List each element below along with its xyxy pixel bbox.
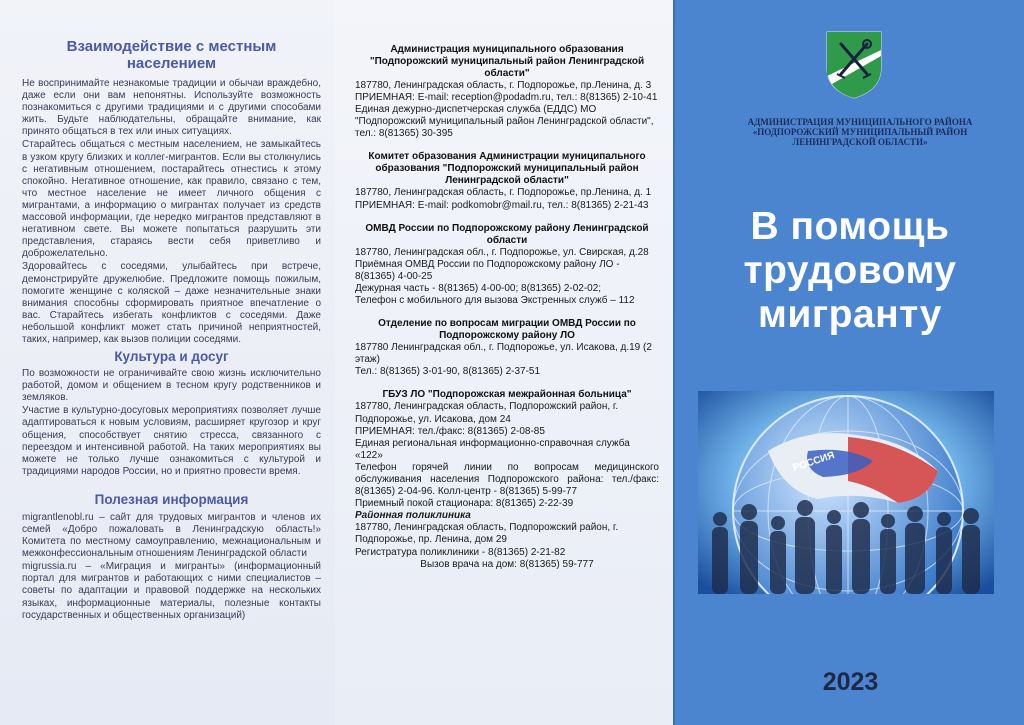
globe-label: РОССИЯ [791, 450, 836, 474]
paragraph: Не воспринимайте незнакомые традиции и обычаи враждебно, даже если они вам непонятны. Используйте возможность познакомиться с другими традициями и с другими способами жить. Будьте наблюдательны, обращайте внимание, как принято общаться в тех или иных ситуациях. [22, 78, 321, 138]
cover-title [695, 205, 1005, 337]
org-name: ГБУЗ ЛО "Подпорожская межрайонная больница" [382, 389, 632, 401]
org-line: ПРИЕМНАЯ: тел./факс: 8(81365) 2-08-85 [355, 425, 545, 437]
paragraph: По возможности не ограничивайте свою жизнь исключительно работой, домом и общением в тесном кругу родственников и земляков. [22, 368, 321, 404]
org-block-education [355, 151, 659, 211]
org-name: Администрация муниципального образования "Подпорожский муниципальный район Ленинградской области" [369, 44, 645, 79]
org-line: Тел.: 8(81365) 3-01-90, 8(81365) 2-37-51 [355, 366, 541, 378]
org-line: Телефон горячей линии по вопросам медицинского обслуживания населения Подпорожского района: тел./факс: 8(81365) 2-04-96. Колл-центр - 8(81365) 5-99-77 [355, 461, 659, 498]
org-line: Дежурная часть - 8(81365) 4-00-00; 8(81365) 2-02-02; [355, 282, 602, 294]
globe-illustration [698, 391, 994, 594]
org-subname: Районная поликлиника [355, 510, 471, 522]
org-line: ПРИЕМНАЯ: E-mail: reception@podadm.ru, тел.: 8(81365) 2-10-41 [355, 92, 658, 104]
org-line: 187780, Ленинградская область, Подпорожский район, г. Подпорожье, пр. Ленина, дом 29 [355, 522, 619, 546]
title-line: В помощь [750, 205, 950, 248]
year-label: 2023 [822, 668, 879, 696]
admin-line: ЛЕНИНГРАДСКОЙ ОБЛАСТИ» [792, 137, 928, 147]
org-line: 187780, Ленинградская область, Подпорожский район, г. Подпорожье, ул. Исакова, дом 24 [355, 401, 619, 425]
org-block-administration [355, 44, 659, 140]
section-title-interaction: Взаимодействие с местным населением [66, 38, 277, 72]
admin-line: АДМИНИСТРАЦИЯ МУНИЦИПАЛЬНОГО РАЙОНА [747, 117, 973, 127]
cover-panel [673, 0, 1024, 725]
org-line: 187780, Ленинградская область, г. Подпорожье, пр.Ленина, д. 3 [355, 80, 652, 91]
org-line: 187780 Ленинградская обл., г. Подпорожье, ул. Исакова, д.19 (2 этаж) [355, 342, 652, 366]
org-block-hospital [355, 389, 659, 570]
title-line: трудовому [743, 249, 957, 292]
org-line: Приёмная ОМВД России по Подпорожскому району ЛО - 8(81365) 4-00-25 [355, 258, 620, 282]
title-line: мигранту [758, 293, 942, 336]
link-paragraph-migrussia: migrussia.ru – «Миграция и мигранты» (информационный портал для мигрантов и работающих с ними специалистов – советы по адаптации и правовой поддержке на нескольких языках, информационные материалы, полезные контакты государственных и общественных организаций) [22, 561, 321, 621]
org-line: 187780, Ленинградская обл., г. Подпорожье, ул. Свирская, д.28 [355, 246, 649, 258]
section-title-useful-info: Полезная информация [94, 491, 249, 507]
org-line: Приемный покой стационара: 8(81365) 2-22-39 [355, 498, 574, 510]
middle-column [335, 0, 673, 725]
administration-header [715, 117, 1005, 147]
admin-line: «ПОДПОРОЖСКИЙ МУНИЦИПАЛЬНЫЙ РАЙОН [752, 127, 968, 137]
org-block-police [355, 223, 659, 307]
org-name: Комитет образования Администрации муниципального образования "Подпорожский муниципальный район Ленинградской области" [368, 151, 646, 187]
org-line: Вызов врача на дом: 8(81365) 59-777 [420, 558, 594, 570]
org-name: Отделение по вопросам миграции ОМВД России по Подпорожскому району ЛО [378, 318, 636, 342]
coat-of-arms-icon [825, 30, 883, 100]
link-paragraph-migrantlenobl: migrantlenobl.ru – сайт для трудовых мигрантов и членов их семей «Добро пожаловать в Ленинградскую область!» Комитета по местному самоуправлению, межнациональным и межконфессиональным отношениям Ленинградской области [22, 511, 321, 560]
org-line: Единая региональная информационно-справочная служба «122» [355, 437, 630, 461]
org-line: Единая дежурно-диспетчерская служба (ЕДДС) МО "Подпорожский муниципальный район Ленинградской области", тел.: 8(81365) 30-395 [355, 104, 654, 140]
globe-people-image [698, 391, 994, 594]
org-line: 187780, Ленинградская область, г. Подпорожье, пр.Ленина, д. 1 [355, 187, 652, 199]
org-name: ОМВД России по Подпорожскому району Ленинградской области [365, 222, 649, 246]
paragraph: Здоровайтесь с соседями, улыбайтесь при встрече, демонстрируйте дружелюбие. Предложите помощь пожилым, помогите женщине с коляской – даже незначительные знаки внимания способны сформировать приятное впечатление о вас. Старайтесь избегать конфликтов с соседями. Даже небольшой конфликт может стать причиной неприятностей, таких, например, как вызов полиции соседями. [22, 261, 321, 345]
org-line: Телефон с мобильного для вызова Экстренных служб – 112 [355, 295, 635, 307]
org-block-migration [355, 318, 659, 378]
org-line: Регистратура поликлиники - 8(81365) 2-21-82 [355, 546, 566, 558]
paragraph: Участие в культурно-досуговых мероприятиях позволяет лучше адаптироваться к новым условиям, расширяет кругозор и круг общения, способствует снятию стресса, связанного с переездом и интенсивной работой. На таких мероприятиях вы можете не только лучше ознакомиться с культурой и традициями народов России, но и приятно провести время. [22, 405, 321, 477]
org-line: ПРИЕМНАЯ: E-mail: podkomobr@mail.ru, тел.: 8(81365) 2-21-43 [355, 199, 649, 211]
left-column [0, 0, 335, 725]
section-title-culture: Культура и досуг [114, 349, 229, 365]
paragraph: Старайтесь общаться с местным населением, не замыкайтесь в узком кругу близких и коллег-мигрантов. Если вы столкнулись с негативным отношением, постарайтесь отнестись к этому спокойно. Негативное отношение, как правило, связано с тем, что местное население не имеет личного общения с мигрантами, а информацию о мигрантах получает из средств массовой информации, где нередко мигрантов представляют в негативном свете. Вы можете попытаться разрушить эти представления, стараясь вести себя приветливо и доброжелательно. [22, 139, 321, 260]
